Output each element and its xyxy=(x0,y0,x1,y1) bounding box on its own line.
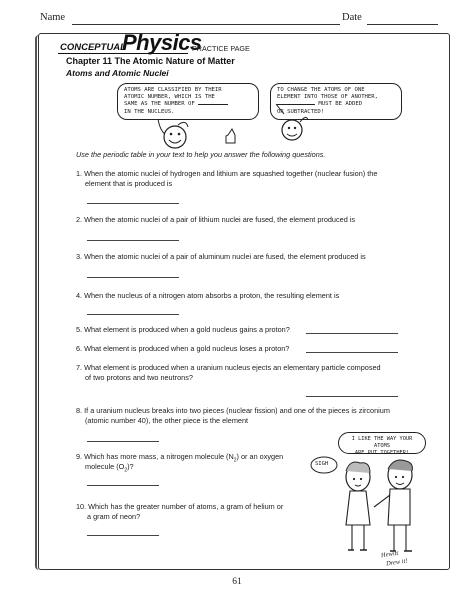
q1-answer-line[interactable] xyxy=(87,203,179,204)
practice-page-label: PRACTICE PAGE xyxy=(192,44,250,53)
q6-answer-line[interactable] xyxy=(306,352,398,353)
bubble-right-line2: ELEMENT INTO THOSE OF ANOTHER, xyxy=(277,94,379,101)
sigh-text: SIGH xyxy=(315,461,329,467)
q3-answer-line[interactable] xyxy=(87,277,179,278)
bubble-left-line2: ATOMIC NUMBER, WHICH IS THE xyxy=(124,94,215,101)
brand-physics: Physics xyxy=(122,30,202,55)
q9-line1: 9. Which has more mass, a nitrogen molecule $(N_2)$ or an oxygen xyxy=(76,452,284,464)
q4-answer-line[interactable] xyxy=(87,314,179,315)
q9-answer-line[interactable] xyxy=(87,485,159,486)
q2-answer-line[interactable] xyxy=(87,240,179,241)
name-label: Name xyxy=(40,12,66,23)
bubble-left-line4: IN THE NUCLEUS. xyxy=(124,108,175,115)
q9-line2: molecule $(O_2)$? xyxy=(85,462,134,474)
bubble-right-line3: MUST BE ADDED xyxy=(277,101,395,108)
q7-line1: 7. What element is produced when a uranium nucleus ejects an elementary particle composed xyxy=(76,363,381,372)
bubble-left-line3: SAME AS THE NUMBER OF xyxy=(124,101,252,108)
q6-text: 6. What element is produced when a gold nucleus loses a proton? xyxy=(76,344,290,353)
q5-answer-line[interactable] xyxy=(306,333,398,334)
brand-underline xyxy=(58,53,188,54)
q5-text: 5. What element is produced when a gold nucleus gains a proton? xyxy=(76,325,290,334)
thumbs-up-face-icon xyxy=(150,115,260,155)
q8-line1: 8. If a uranium nucleus breaks into two pieces (nuclear fission) and one of the pieces is zirconium xyxy=(76,406,390,415)
q10-line1: 10. Which has the greater number of atoms, a gram of helium or xyxy=(76,502,284,511)
q1-line2: element that is produced is xyxy=(85,179,173,188)
bubble-left-line1: ATOMS ARE CLASSIFIED BY THEIR xyxy=(124,87,222,93)
chapter-title: Chapter 11 The Atomic Nature of Matter xyxy=(66,56,235,66)
signature-line1: Hewitt xyxy=(380,549,399,560)
bubble-left-blank[interactable] xyxy=(198,104,228,105)
couple-cartoon-icon xyxy=(330,455,430,560)
dancing-figure-icon xyxy=(262,100,332,155)
q3-text: 3. When the atomic nuclei of a pair of aluminum nuclei are fused, the element produced is xyxy=(76,252,366,261)
chapter-subtitle: Atoms and Atomic Nuclei xyxy=(66,68,169,78)
q10-line2: a gram of neon? xyxy=(87,512,141,521)
cartoon-bubble-line2: ARE PUT TOGETHER! xyxy=(354,450,410,457)
speech-bubble-cartoon xyxy=(338,432,426,457)
brand-conceptual: CONCEPTUAL xyxy=(60,42,126,53)
bubble-right-line4: OR SUBTRACTED! xyxy=(277,108,325,115)
bubble-right-line1: TO CHANGE THE ATOMS OF ONE xyxy=(277,87,365,93)
q10-answer-line[interactable] xyxy=(87,535,159,536)
cartoon-bubble-line1: I LIKE THE WAY YOUR ATOMS xyxy=(351,436,413,450)
q2-text: 2. When the atomic nuclei of a pair of lithium nuclei are fused, the element produced is xyxy=(76,215,356,224)
q4-text: 4. When the nucleus of a nitrogen atom absorbs a proton, the resulting element is xyxy=(76,291,340,300)
q7-answer-line[interactable] xyxy=(306,396,398,397)
q7-line2: of two protons and two neutrons? xyxy=(85,373,193,382)
instructions-text: Use the periodic table in your text to help you answer the following questions. xyxy=(76,150,326,159)
q8-answer-line[interactable] xyxy=(87,441,159,442)
signature-line2: Drew it! xyxy=(385,557,408,568)
page-number: 61 xyxy=(232,577,242,587)
q1-line1: 1. When the atomic nuclei of hydrogen and lithium are squashed together (nuclear fusion) the xyxy=(76,169,378,178)
date-label: Date xyxy=(342,12,362,23)
date-field-line[interactable] xyxy=(367,24,438,25)
q8-line2: (atomic number 40), the other piece is the element xyxy=(85,416,249,425)
name-field-line[interactable] xyxy=(72,24,340,25)
